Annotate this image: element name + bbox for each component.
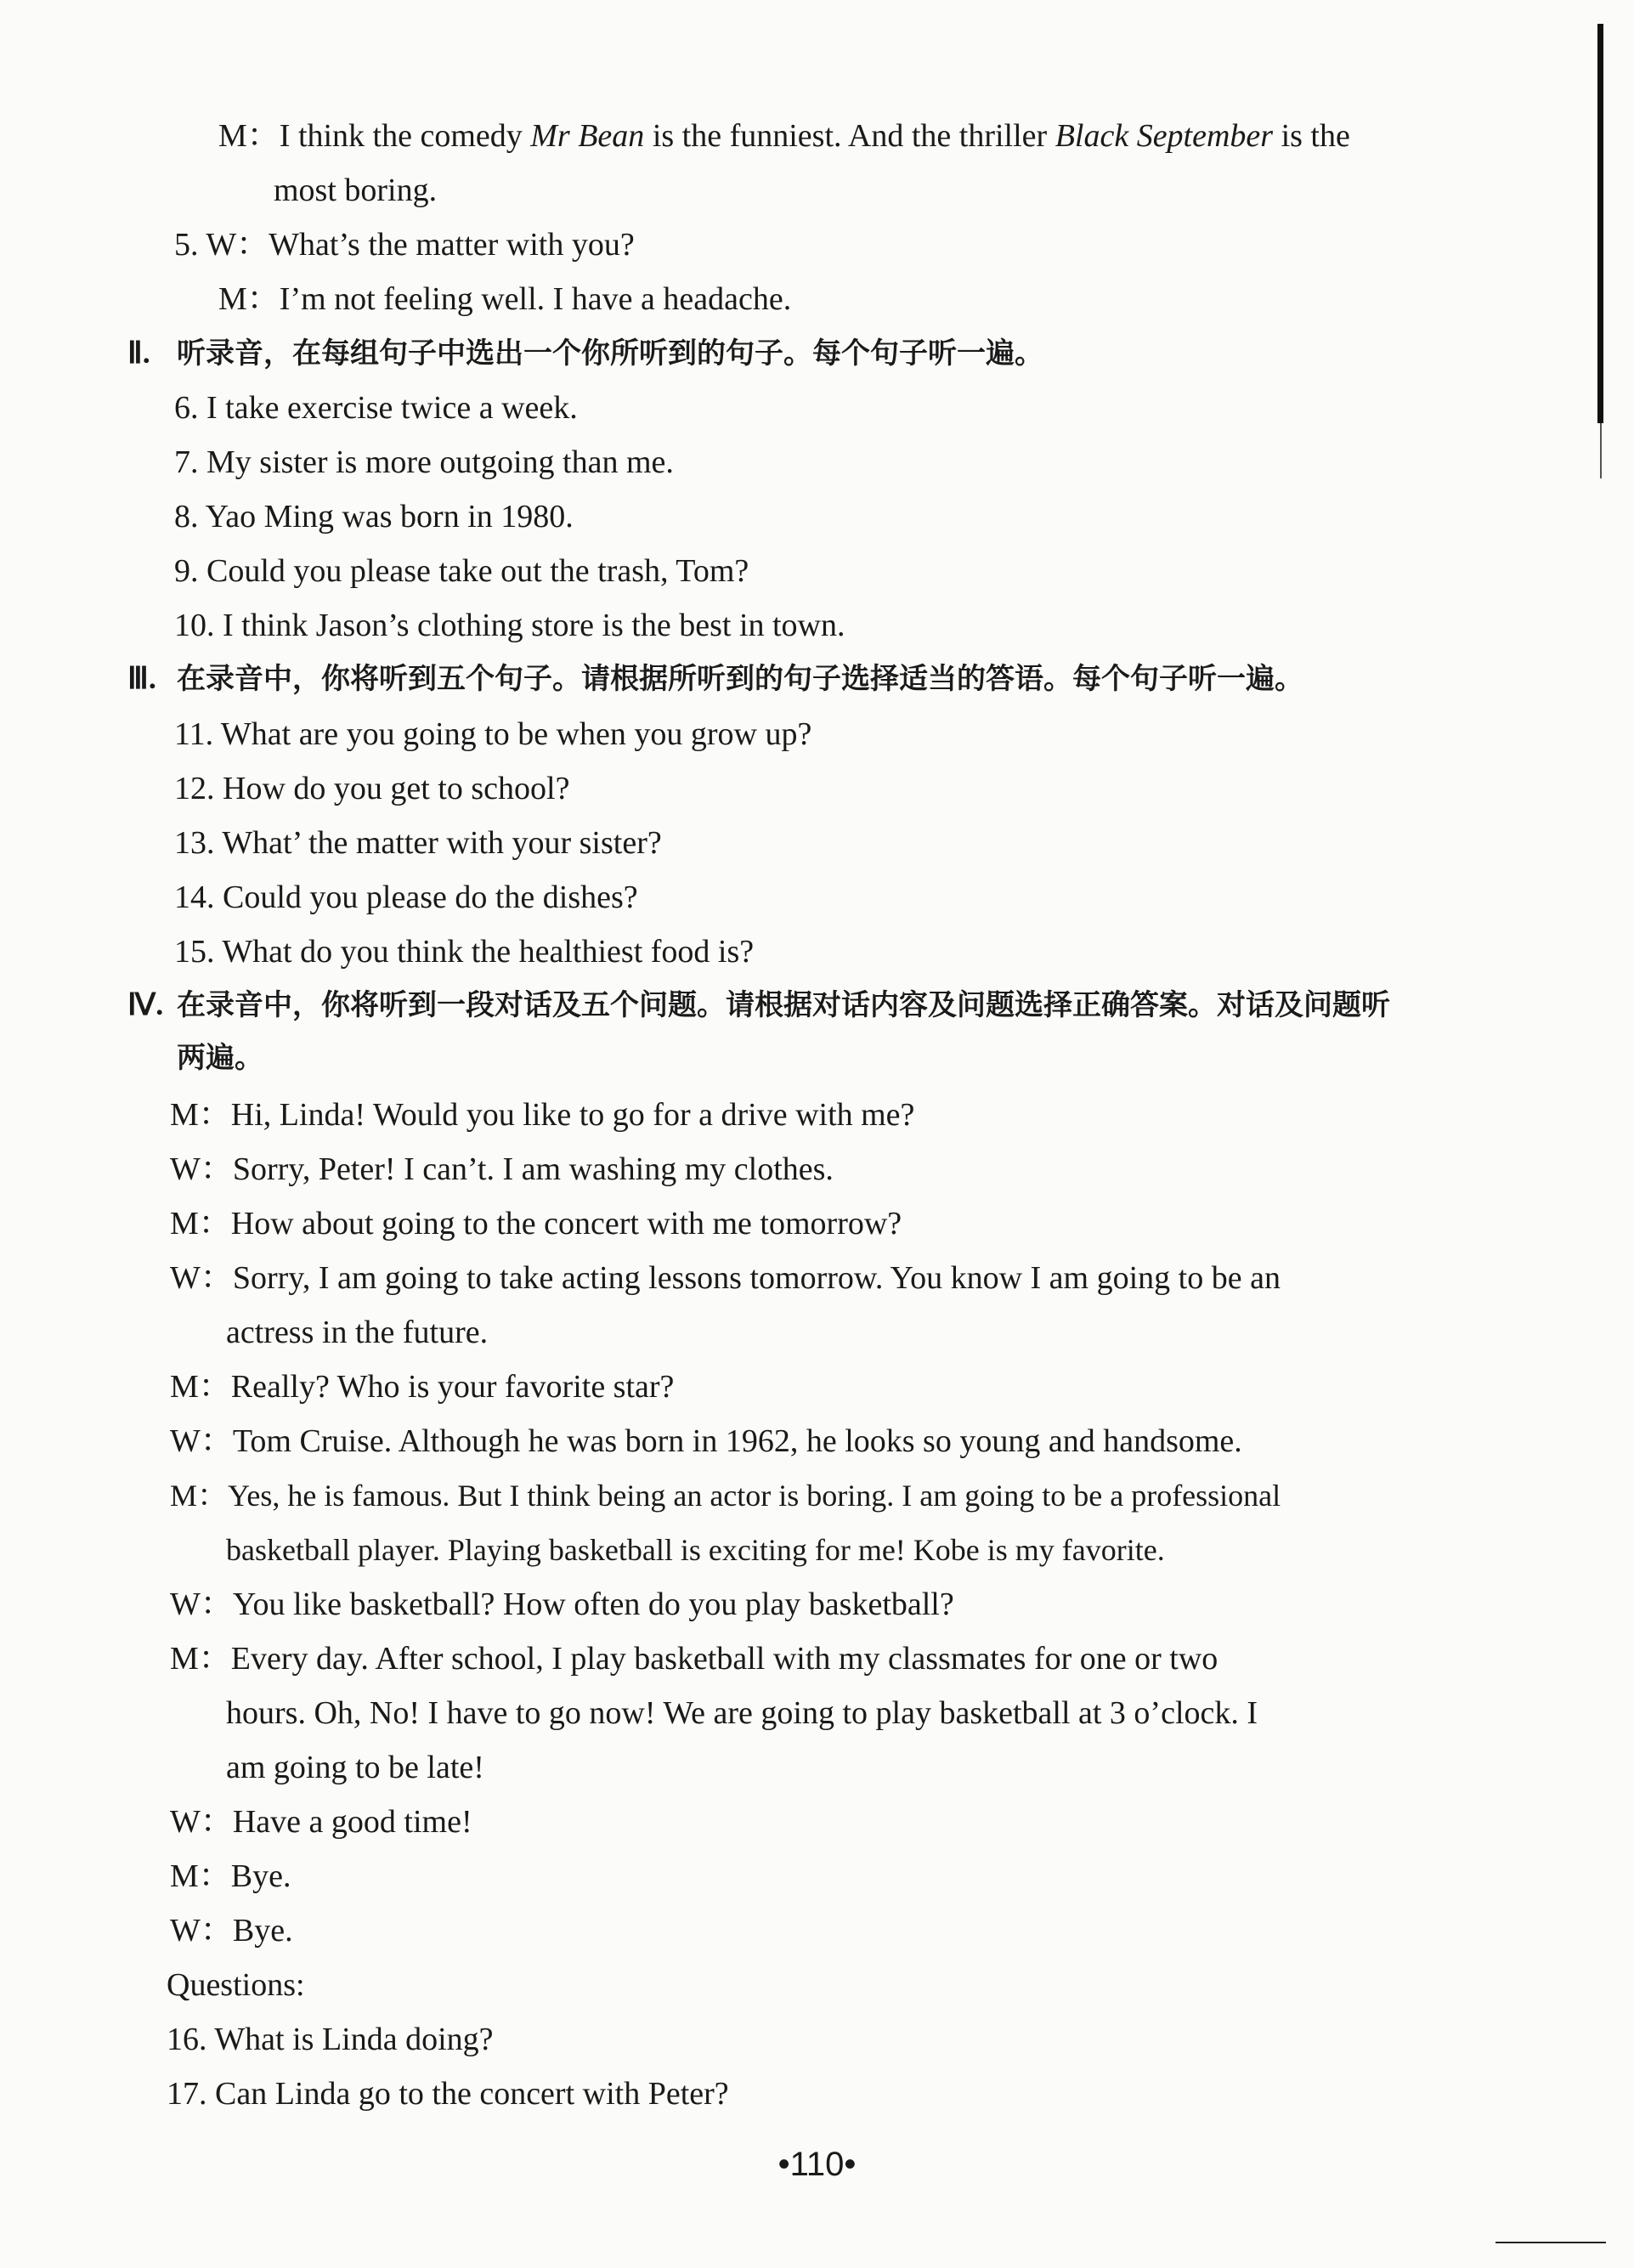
dialogue-line: W：Bye. <box>170 1913 293 1948</box>
dialogue-line: M：Bye. <box>170 1858 291 1894</box>
section-heading: Ⅱ. 听录音，在每组句子中选出一个你所听到的句子。每个句子听一遍。 <box>127 336 1043 370</box>
dialogue-line: 5. W：What’s the matter with you? <box>174 227 635 263</box>
sentence-item: 13. What’ the matter with your sister? <box>174 825 662 861</box>
sentence-item: 9. Could you please take out the trash, Tom? <box>174 553 749 589</box>
dialogue-line: M：Really? Who is your favorite star? <box>170 1369 675 1405</box>
section-heading-cont: 两遍。 <box>177 1041 263 1075</box>
dialogue-line: W：Sorry, I am going to take acting lessons tomorrow. You know I am going to be an <box>170 1260 1281 1296</box>
section-heading: Ⅲ. 在录音中，你将听到五个句子。请根据所听到的句子选择适当的答语。每个句子听一遍。 <box>127 661 1303 696</box>
question-item: 16. What is Linda doing? <box>167 2022 494 2057</box>
sentence-item: 11. What are you going to be when you grow up? <box>174 716 812 752</box>
margin-rule-fade <box>1600 423 1602 478</box>
dialogue-line: actress in the future. <box>226 1315 489 1350</box>
dialogue-line: most boring. <box>274 173 438 208</box>
sentence-item: 8. Yao Ming was born in 1980. <box>174 499 574 534</box>
sentence-item: 10. I think Jason’s clothing store is the best in town. <box>174 608 845 643</box>
dialogue-line: W：Have a good time! <box>170 1804 472 1840</box>
page-number: •110• <box>777 2146 857 2183</box>
question-item: 17. Can Linda go to the concert with Peter? <box>167 2076 729 2112</box>
sentence-item: 6. I take exercise twice a week. <box>174 390 578 426</box>
dialogue-line: W：You like basketball? How often do you play basketball? <box>170 1586 954 1622</box>
dialogue-line: W：Sorry, Peter! I can’t. I am washing my clothes. <box>170 1151 834 1187</box>
dialogue-line: M：Every day. After school, I play basketball with my classmates for one or two <box>170 1641 1218 1677</box>
margin-rule <box>1597 24 1603 423</box>
sentence-item: 7. My sister is more outgoing than me. <box>174 444 674 480</box>
dialogue-line: M：Yes, he is famous. But I think being an actor is boring. I am going to be a professional <box>170 1479 1281 1513</box>
dialogue-line: basketball player. Playing basketball is exciting for me! Kobe is my favorite. <box>226 1533 1165 1567</box>
dialogue-line: M：I think the comedy Mr Bean is the funniest. And the thriller Black September is the <box>218 118 1350 154</box>
questions-label: Questions: <box>167 1967 305 2003</box>
dialogue-line: M：Hi, Linda! Would you like to go for a drive with me? <box>170 1097 915 1133</box>
dialogue-line: am going to be late! <box>226 1750 484 1785</box>
dialogue-line: M：I’m not feeling well. I have a headache. <box>218 281 792 317</box>
section-heading: Ⅳ. 在录音中，你将听到一段对话及五个问题。请根据对话内容及问题选择正确答案。对话及问题听 <box>127 987 1390 1022</box>
dialogue-line: M：How about going to the concert with me tomorrow? <box>170 1206 902 1241</box>
sentence-item: 15. What do you think the healthiest food is? <box>174 934 755 970</box>
dialogue-line: hours. Oh, No! I have to go now! We are going to play basketball at 3 o’clock. I <box>226 1695 1258 1731</box>
dialogue-line: W：Tom Cruise. Although he was born in 1962, he looks so young and handsome. <box>170 1423 1242 1459</box>
bottom-rule <box>1495 2242 1606 2243</box>
sentence-item: 12. How do you get to school? <box>174 771 570 806</box>
sentence-item: 14. Could you please do the dishes? <box>174 879 638 915</box>
